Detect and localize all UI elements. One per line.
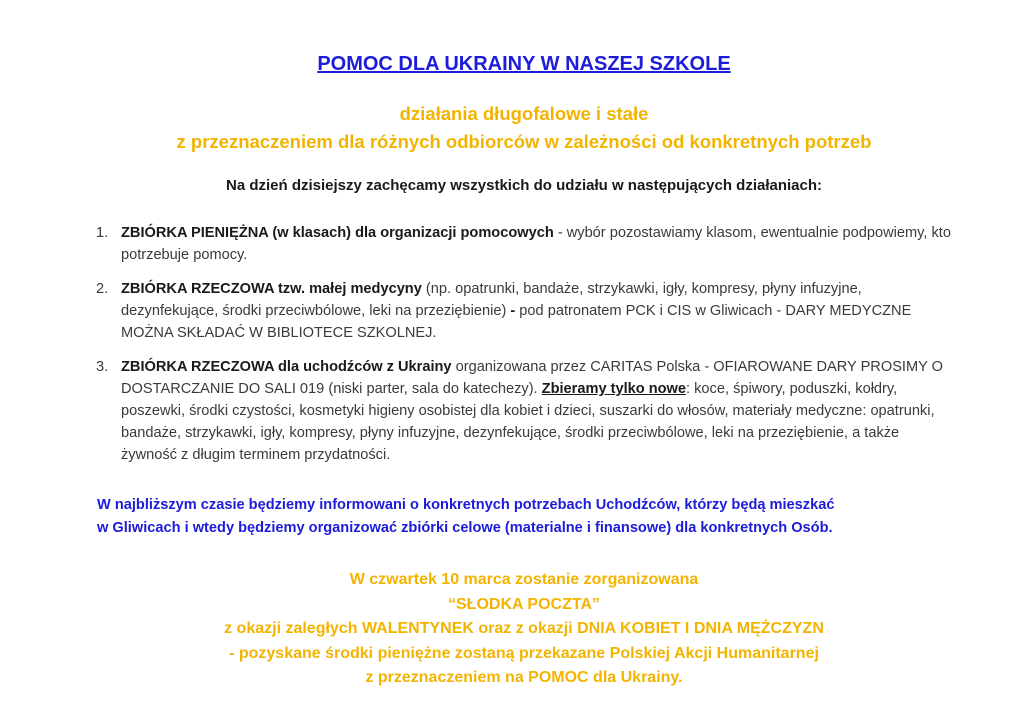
list-item-text-2: : koce, śpiwory, poduszki, kołdry, poszewki, środki czystości, kosmetyki higieny osobistej dla kobiet i dzieci, suszarki do włosów, materiały medyczne: opatrunki, bandaże, strzykawki, igły, kompresy, płyny infuzyjne, dezynfekujące, środki przeciwbólowe, leki na przeziębienie, a także żywność z długim terminem przydatności. (121, 381, 935, 463)
subtitle-line-2: z przeznaczeniem dla różnych odbiorców w zależności od konkretnych potrzeb (176, 131, 872, 152)
event-announcement (0, 568, 1024, 691)
list-item-heading: ZBIÓRKA RZECZOWA tzw. małej medycyny (121, 281, 422, 297)
info-note-line-2: w Gliwicach i wtedy będziemy organizować zbiórki celowe (materialne i finansowe) dla konkretnych Osób. (97, 520, 833, 536)
event-line-5: z przeznaczeniem na POMOC dla Ukrainy. (365, 669, 683, 686)
subtitle-line-1: działania długofalowe i stałe (399, 103, 649, 124)
list-item (96, 222, 956, 266)
list-item (96, 278, 956, 344)
intro-text: Na dzień dzisiejszy zachęcamy wszystkich do udziału w następujących działaniach: (225, 177, 823, 194)
event-line-1: W czwartek 10 marca zostanie zorganizowana (349, 571, 699, 588)
list-item (96, 356, 956, 466)
list-item-text-2: pod patronatem PCK i CIS w Gliwicach - DARY MEDYCZNE MOŻNA SKŁADAĆ W BIBLIOTECE SZKOLNEJ. (121, 303, 912, 341)
info-note (97, 494, 977, 540)
list-item-heading: ZBIÓRKA RZECZOWA dla uchodźców z Ukrainy (121, 359, 452, 375)
list-item-underline: Zbieramy tylko nowe (541, 381, 687, 397)
subtitle (0, 100, 1024, 156)
list-item-text: (np. opatrunki, bandaże, strzykawki, igły, kompresy, płyny infuzyjne, dezynfekujące, środki przeciwbólowe, leki na przeziębienie) (121, 281, 862, 319)
event-line-2: “SŁODKA POCZTA” (448, 595, 600, 613)
actions-list (96, 222, 956, 478)
list-item-number: 1. (96, 225, 109, 241)
info-note-line-1: W najbliższym czasie będziemy informowani o konkretnych potrzebach Uchodźców, którzy będą mieszkać (97, 497, 835, 513)
list-item-dash: - (510, 303, 516, 319)
event-line-4: - pozyskane środki pieniężne zostaną przekazane Polskiej Akcji Humanitarnej (229, 644, 819, 662)
list-item-text: - wybór pozostawiamy klasom, ewentualnie podpowiemy, kto potrzebuje pomocy. (121, 225, 951, 263)
list-item-heading: ZBIÓRKA PIENIĘŻNA (w klasach) dla organizacji pomocowych (121, 225, 554, 241)
list-item-text: organizowana przez CARITAS Polska - OFIAROWANE DARY PROSIMY O DOSTARCZANIE DO SALI 019 (niski parter, sala do katechezy). (121, 359, 944, 397)
list-item-number: 3. (96, 359, 109, 375)
list-item-number: 2. (96, 281, 109, 297)
page-title: POMOC DLA UKRAINY W NASZEJ SZKOLE (317, 53, 731, 75)
event-line-3: z okazji zaległych WALENTYNEK oraz z okazji DNIA KOBIET I DNIA MĘŻCZYZN (224, 620, 824, 637)
